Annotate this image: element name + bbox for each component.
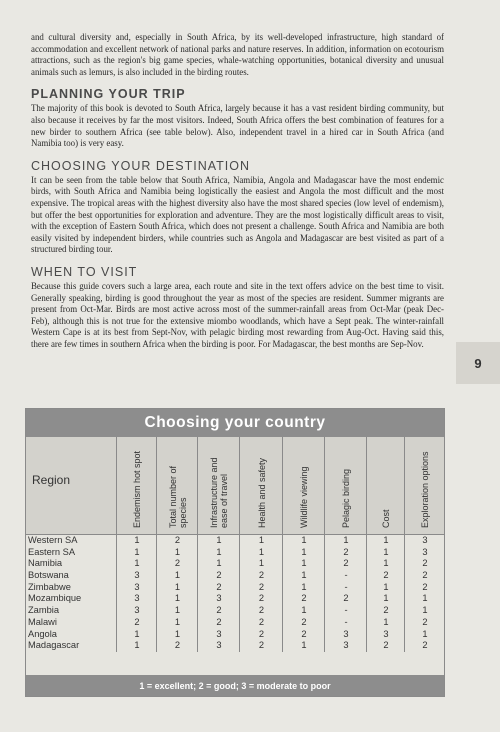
table-cell: 2: [239, 605, 283, 617]
table-cell: 2: [404, 570, 445, 582]
table-cell: 1: [239, 547, 283, 559]
column-header-exploration: Exploration options: [404, 437, 445, 534]
table-cell: 1: [156, 605, 198, 617]
table-cell: 1: [197, 547, 240, 559]
table-cell: 1: [366, 617, 405, 629]
table-cell: 3: [366, 629, 405, 641]
section-heading-planning: PLANNING YOUR TRIP: [31, 87, 186, 102]
table-cell: 2: [156, 558, 198, 570]
table-cell: 2: [197, 570, 240, 582]
table-cell: 2: [282, 593, 325, 605]
table-cell: 1: [366, 582, 405, 594]
table-cell: 1: [404, 629, 445, 641]
column-header-endemism: Endemism hot spot: [116, 437, 157, 534]
table-cell: 1: [282, 547, 325, 559]
table-cell: 2: [282, 629, 325, 641]
section-heading-destination: CHOOSING YOUR DESTINATION: [31, 158, 251, 173]
table-cell: 1: [282, 558, 325, 570]
row-region: Malawi: [28, 616, 57, 627]
table-cell: -: [324, 605, 367, 617]
table-body: [26, 535, 444, 652]
table-cell: 2: [197, 582, 240, 594]
table-cell: 1: [156, 593, 198, 605]
table-cell: 2: [156, 640, 198, 652]
table-cell: 2: [116, 617, 157, 629]
table-cell: 1: [156, 582, 198, 594]
table-cell: 2: [282, 617, 325, 629]
table-cell: 3: [324, 629, 367, 641]
table-cell: 1: [282, 570, 325, 582]
table-cell: 2: [239, 629, 283, 641]
table-cell: 2: [366, 640, 405, 652]
table-cell: 3: [404, 535, 445, 547]
intro-paragraph: and cultural diversity and, especially in South Africa, by its well-developed infrastructure, high standard of accommodation and excellent network of national parks and nature reserves. In addition, information on ecotourism attractions, such as the region's big game species, whale-watching opportunities, botanical diversity and unusual animals such as lemurs, is also included in the birding routes.: [31, 32, 444, 77]
table-cell: 2: [324, 547, 367, 559]
row-region: Zimbabwe: [28, 581, 71, 592]
table-cell: 1: [282, 535, 325, 547]
table-cell: 1: [156, 629, 198, 641]
table-row: [26, 535, 444, 547]
table-cell: 3: [116, 593, 157, 605]
table-row: [26, 640, 444, 652]
table-cell: 1: [366, 547, 405, 559]
table-cell: 3: [404, 547, 445, 559]
table-cell: 3: [116, 570, 157, 582]
table-cell: 1: [282, 605, 325, 617]
table-cell: 3: [324, 640, 367, 652]
row-region: Western SA: [28, 535, 78, 545]
table-cell: 1: [116, 640, 157, 652]
table-cell: 1: [116, 535, 157, 547]
row-region: Angola: [28, 628, 57, 639]
text-column: [31, 32, 444, 350]
table-cell: 1: [366, 558, 405, 570]
row-region: Madagascar: [28, 640, 80, 651]
table-cell: 1: [404, 605, 445, 617]
table-cell: 1: [282, 640, 325, 652]
table-cell: 1: [366, 535, 405, 547]
table-cell: 1: [239, 558, 283, 570]
column-header-pelagic: Pelagic birding: [324, 437, 367, 534]
table-cell: 2: [239, 593, 283, 605]
table-cell: -: [324, 617, 367, 629]
table-cell: 2: [324, 558, 367, 570]
region-header: Region: [32, 473, 71, 487]
section-text-planning: The majority of this book is devoted to South Africa, largely because it has a vast resident birding community, but also because it receives by far the most visitors. Indeed, South Africa offers the best combination of features for a new birder to southern Africa (see table below). Also, independent travel in a hired car in South Africa (and Namibia too) is very easy.: [31, 103, 444, 149]
row-region: Eastern SA: [28, 546, 76, 557]
table-cell: 3: [116, 582, 157, 594]
table-header: [26, 437, 444, 535]
column-header-wildlife: Wildlife viewing: [282, 437, 325, 534]
column-header-total-species: Total number of species: [156, 437, 198, 534]
table-cell: 1: [116, 629, 157, 641]
table-cell: 2: [404, 640, 445, 652]
table-cell: 2: [324, 593, 367, 605]
row-region: Botswana: [28, 570, 69, 581]
table-row: [26, 570, 444, 582]
table-cell: 2: [239, 617, 283, 629]
section-text-destination: It can be seen from the table below that South Africa, Namibia, Angola and Madagascar have the most endemic birds, with South Africa and Namibia being logistically the easiest and Angola the most difficult and the most expensive. The tropical areas with the highest diversity also have the most shared species (low level of endemism), but offer the best opportunities for exploration and adventure. They are the most logistically difficult areas to visit, with the exception of Eastern South Africa, which does not present a challenge. South Africa and Namibia are both easily visited by independent birders, while countries such as Angola and Madagascar are best visited as part of a structured birding tour.: [31, 174, 444, 255]
table-cell: 2: [239, 570, 283, 582]
table-legend: 1 = excellent; 2 = good; 3 = moderate to poor: [26, 675, 444, 696]
table-cell: 2: [156, 535, 198, 547]
table-cell: 3: [197, 640, 240, 652]
table-cell: 2: [366, 570, 405, 582]
section-text-when: Because this guide covers such a large area, each route and site in the text offers advice on the best time to visit. Generally speaking, birding is good throughout the year as most of the species are resident. Summer migrants are present from Oct-Mar. Birds are most active across most of the summer-rainfall areas from Oct-Mar (peak Dec-Feb), although this is not true for the extensive miombo woodlands, which have a Sept peak. The winter-rainfall Western Cape is at its best from Sept-Nov, with pelagic birding most rewarding from Aug-Oct. Having said this, there are few times in southern Africa when the birding is poor. For Madagascar, the best months are Sep-Nov.: [31, 280, 444, 349]
table-cell: -: [324, 582, 367, 594]
chapter-tab: 9: [456, 342, 500, 384]
table-cell: 2: [239, 640, 283, 652]
table-cell: 1: [404, 593, 445, 605]
table-cell: 2: [404, 617, 445, 629]
table-row: [26, 605, 444, 617]
table-title: Choosing your country: [26, 409, 444, 437]
table-row: [26, 547, 444, 559]
table-row: [26, 558, 444, 570]
table-cell: 3: [197, 629, 240, 641]
table-cell: 1: [324, 535, 367, 547]
country-table: [25, 408, 445, 697]
table-cell: -: [324, 570, 367, 582]
table-cell: 1: [366, 593, 405, 605]
column-header-health-safety: Health and safety: [239, 437, 283, 534]
table-cell: 1: [116, 547, 157, 559]
table-cell: 1: [197, 558, 240, 570]
table-row: [26, 629, 444, 641]
table-cell: 1: [156, 547, 198, 559]
table-cell: 3: [116, 605, 157, 617]
table-cell: 1: [116, 558, 157, 570]
table-cell: 2: [404, 582, 445, 594]
table-cell: 2: [197, 605, 240, 617]
table-cell: 1: [156, 617, 198, 629]
table-cell: 2: [366, 605, 405, 617]
row-region: Namibia: [28, 558, 63, 569]
table-cell: 1: [282, 582, 325, 594]
table-row: [26, 593, 444, 605]
table-cell: 1: [239, 535, 283, 547]
table-cell: 1: [156, 570, 198, 582]
table-cell: 2: [404, 558, 445, 570]
table-cell: 3: [197, 593, 240, 605]
table-row: [26, 617, 444, 629]
column-header-infrastructure: Infrastructure and ease of travel: [197, 437, 240, 534]
row-region: Zambia: [28, 605, 60, 616]
row-region: Mozambique: [28, 593, 82, 604]
table-row: [26, 582, 444, 594]
section-heading-when: WHEN TO VISIT: [31, 264, 138, 279]
column-header-cost: Cost: [366, 437, 405, 534]
table-cell: 1: [197, 535, 240, 547]
table-cell: 2: [239, 582, 283, 594]
table-cell: 2: [197, 617, 240, 629]
